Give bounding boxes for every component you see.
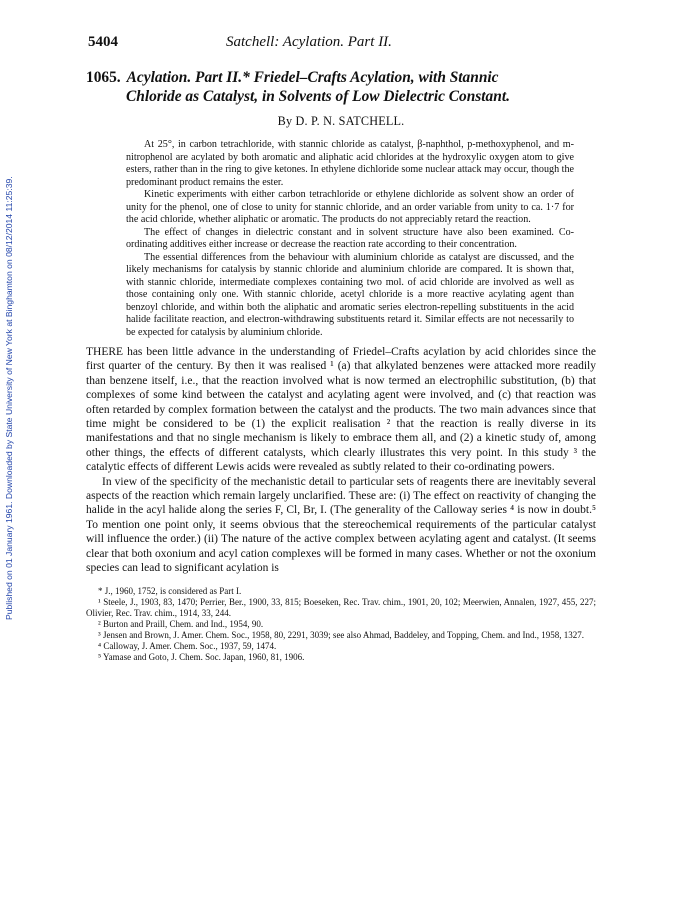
abstract-paragraph: At 25°, in carbon tetrachloride, with stannic chloride as catalyst, β-naphthol, p-methoxyphenol, and m-nitrophenol are acylated by both aromatic and aliphatic acid chlorides at the hydroxylic oxygen atom to give esters, rather than in the ring to give ketones. In ethylene dichloride some nuclear attack may occur, though the predominant product remains the ester. bbox=[126, 139, 574, 188]
title-line-2: Chloride as Catalyst, in Solvents of Low Dielectric Constant. bbox=[126, 88, 510, 105]
running-head bbox=[86, 34, 596, 56]
article-number: 1065. bbox=[86, 69, 121, 86]
download-notice bbox=[2, 60, 16, 620]
title-text-1: Acylation. Part II.* Friedel–Crafts Acylation, with Stannic bbox=[126, 69, 499, 86]
page-number: 5404 bbox=[88, 34, 118, 50]
title-line-1 bbox=[86, 68, 596, 87]
running-title: Satchell: Acylation. Part II. bbox=[226, 34, 392, 50]
footnote: ⁵ Yamase and Goto, J. Chem. Soc. Japan, 1960, 81, 1906. bbox=[98, 651, 305, 662]
byline: By D. P. N. SATCHELL. bbox=[277, 114, 405, 128]
body-paragraph: In view of the specificity of the mechanistic detail to particular sets of reagents there are inevitably several aspects of the reaction which remain largely unclarified. These are: (i) The effect on reactivity of changing the halide in the acyl halide along the series F, Cl, Br, I. (The generality of the Calloway series ⁴ is now in doubt.⁵ To mention one point only, it seems obvious that the stereochemical requirements of the particular catalyst will influence the order.) (ii) The nature of the active complex between acylating agent and catalyst. (It seems clear that both oxonium and acyl cation complexes will be formed in many cases. Whether or not the oxonium species can lead to significant acylation is bbox=[86, 475, 596, 575]
body-paragraph: THERE has been little advance in the understanding of Friedel–Crafts acylation by acid chlorides since the first quarter of the century. By then it was realised ¹ (a) that alkylated benzenes were attacked more readily than benzene itself, i.e., that the reaction involved what is now termed an electrophilic substitution, (b) that complexes of some kind between the catalyst and acylating agent were involved, and (c) that reaction was often retarded by complex formation between the catalyst and the products. The two main advances since that time might be considered to be (1) the explicit realisation ² that the reaction is really diverse in its manifestations and that no single mechanism is likely to embrace them all, and (2) a kinetic study of, among other things, the effects of different catalysts, which clearly illustrates this very point. In this study ³ the catalytic effects of different Lewis acids were revealed as subtly related to their co-ordinating powers. bbox=[86, 346, 596, 474]
footnotes bbox=[86, 586, 596, 663]
footnote: ² Burton and Praill, Chem. and Ind., 1954, 90. bbox=[98, 618, 264, 629]
body-text bbox=[86, 345, 596, 576]
footnote: ¹ Steele, J., 1903, 83, 1470; Perrier, Ber., 1900, 33, 815; Boeseken, Rec. Trav. chim., 1901, 20, 102; Meerwien, Annalen, 1927, 455, 227; Olivier, Rec. Trav. chim., 1914, 33, 244. bbox=[86, 596, 596, 618]
footnote: * J., 1960, 1752, is considered as Part I. bbox=[98, 585, 242, 596]
footnote: ⁴ Calloway, J. Amer. Chem. Soc., 1937, 59, 1474. bbox=[98, 640, 277, 651]
journal-page bbox=[86, 34, 596, 663]
abstract-paragraph: The effect of changes in dielectric constant and in solvent structure have also been examined. Co-ordinating additives either increase or decrease the reaction rate according to their concentration. bbox=[126, 226, 574, 250]
footnote: ³ Jensen and Brown, J. Amer. Chem. Soc., 1958, 80, 2291, 3039; see also Ahmad, Baddeley, and Topping, Chem. and Ind., 1958, 1327. bbox=[98, 629, 585, 640]
abstract-paragraph: The essential differences from the behaviour with aluminium chloride as catalyst are discussed, and the likely mechanisms for catalysis by stannic chloride and aluminium chloride are compared. It is shown that, with stannic chloride, intermediate complexes containing two mol. of acid chloride are involved as well as those containing only one. With stannic chloride, acetyl chloride is a more reactive acylating agent than benzoyl chloride, and within both the aliphatic and aromatic series electron-repelling substituents in the acid halide facilitate reaction, and electron-withdrawing substituents retard it. Similar effects are not necessarily to be expected for catalysis by aluminium chloride. bbox=[126, 251, 574, 338]
download-notice-text: Published on 01 January 1961. Downloaded by State University of New York at Binghamton on 08/12/2014 11:25:39. bbox=[4, 176, 14, 620]
abstract-paragraph: Kinetic experiments with either carbon tetrachloride or ethylene dichloride as solvent show an order of unity for the phenol, one of close to unity for stannic chloride, and an order variable from unity to ca. 1·7 for the acid chloride, whether aliphatic or aromatic. The products do not appreciably retard the reaction. bbox=[126, 189, 574, 225]
article-title bbox=[86, 68, 596, 106]
abstract bbox=[126, 139, 574, 339]
